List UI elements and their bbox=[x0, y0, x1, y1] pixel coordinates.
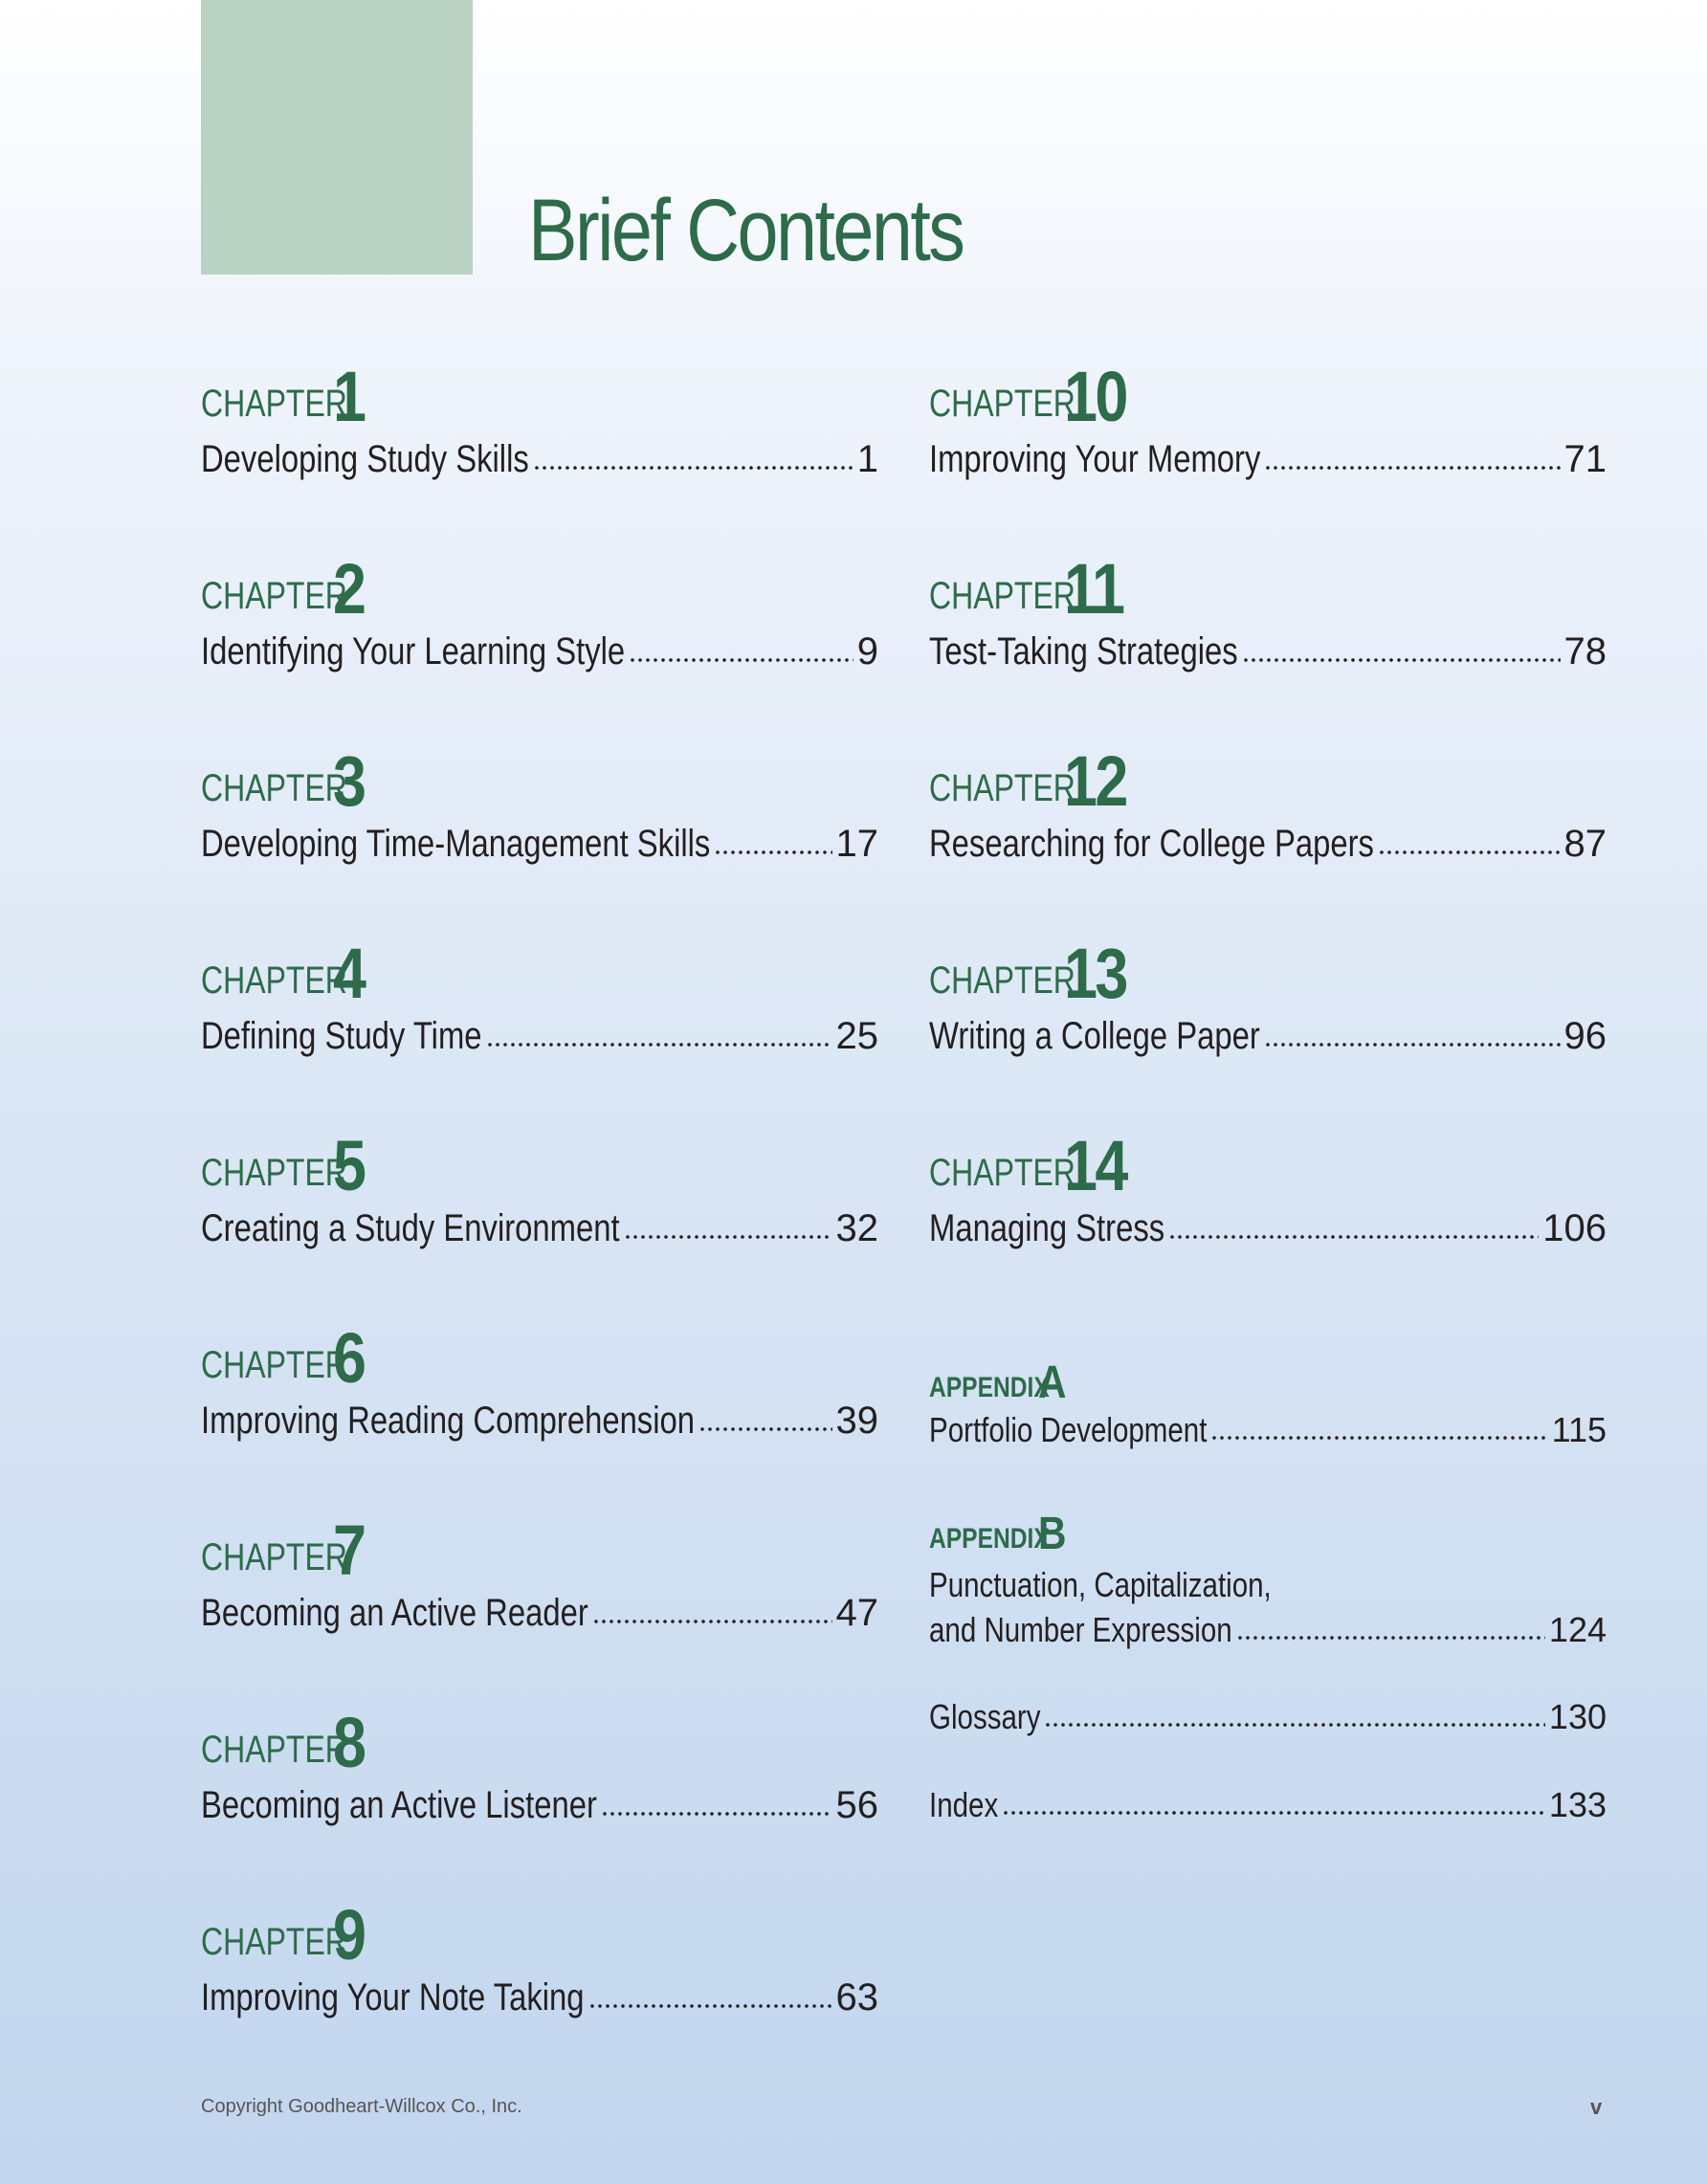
chapter-number: 4 bbox=[333, 934, 365, 1013]
dot-leader bbox=[714, 850, 831, 854]
page-number: 39 bbox=[835, 1400, 878, 1442]
chapter-label: CHAPTER bbox=[929, 767, 1075, 809]
chapter-title: Becoming an Active Reader bbox=[201, 1592, 588, 1634]
chapter-number: 13 bbox=[1064, 934, 1126, 1013]
chapter-title: Identifying Your Learning Style bbox=[201, 630, 626, 673]
chapter-title: Managing Stress bbox=[929, 1207, 1165, 1249]
chapter-label: CHAPTER bbox=[201, 1344, 347, 1386]
chapter-number: 9 bbox=[333, 1895, 365, 1974]
page-number: 32 bbox=[835, 1207, 878, 1249]
page-number: 130 bbox=[1548, 1697, 1607, 1736]
toc-line bbox=[201, 823, 878, 865]
chapter-label: CHAPTER bbox=[201, 960, 347, 1002]
chapter-label: CHAPTER bbox=[201, 575, 347, 617]
dot-leader bbox=[533, 466, 854, 470]
page-number: 78 bbox=[1563, 630, 1607, 673]
chapter-title: Improving Your Memory bbox=[929, 438, 1261, 480]
dot-leader bbox=[1264, 466, 1560, 470]
chapter-title: Test-Taking Strategies bbox=[929, 630, 1238, 673]
chapter-title: Developing Study Skills bbox=[201, 438, 529, 480]
chapter-title: Developing Time-Management Skills bbox=[201, 823, 711, 865]
page-number: 47 bbox=[835, 1592, 878, 1634]
toc-line bbox=[201, 1784, 878, 1826]
page-number: 17 bbox=[835, 823, 878, 865]
toc-line bbox=[929, 1697, 1607, 1737]
page-number: 87 bbox=[1563, 823, 1607, 865]
page-number: 106 bbox=[1542, 1207, 1607, 1249]
dot-leader bbox=[624, 1235, 832, 1239]
appendix-title-line1: Punctuation, Capitalization, bbox=[929, 1565, 1272, 1604]
page-title: Brief Contents bbox=[528, 182, 964, 279]
toc-line bbox=[929, 1207, 1607, 1249]
chapter-title: Writing a College Paper bbox=[929, 1015, 1260, 1057]
decorative-block bbox=[201, 0, 473, 275]
page-number: 124 bbox=[1548, 1610, 1607, 1649]
chapter-title: Creating a Study Environment bbox=[201, 1207, 620, 1249]
dot-leader bbox=[698, 1427, 832, 1431]
toc-line bbox=[929, 1410, 1607, 1450]
page-number: 63 bbox=[835, 1976, 878, 2019]
page-number: 56 bbox=[835, 1784, 878, 1826]
chapter-number: 2 bbox=[333, 549, 365, 629]
chapter-label: CHAPTER bbox=[201, 1536, 347, 1578]
chapter-label: CHAPTER bbox=[201, 383, 347, 425]
dot-leader bbox=[1002, 1811, 1545, 1815]
chapter-number: 14 bbox=[1064, 1126, 1126, 1205]
page-number: 115 bbox=[1551, 1410, 1607, 1449]
toc-line bbox=[201, 1976, 878, 2019]
appendix-letter: A bbox=[1038, 1357, 1067, 1408]
chapter-number: 5 bbox=[333, 1126, 365, 1205]
dot-leader bbox=[486, 1043, 832, 1047]
appendix-label: APPENDIX bbox=[929, 1523, 1050, 1555]
page-number: 1 bbox=[856, 438, 878, 480]
toc-line bbox=[929, 1015, 1607, 1057]
chapter-label: CHAPTER bbox=[929, 575, 1075, 617]
appendix-label: APPENDIX bbox=[929, 1372, 1050, 1403]
chapter-title: Improving Reading Comprehension bbox=[201, 1400, 695, 1442]
dot-leader bbox=[1044, 1723, 1544, 1727]
chapter-number: 3 bbox=[333, 741, 365, 821]
page-number: 96 bbox=[1563, 1015, 1607, 1057]
toc-line bbox=[201, 1400, 878, 1442]
chapter-label: CHAPTER bbox=[201, 1729, 347, 1771]
copyright-notice: Copyright Goodheart-Willcox Co., Inc. bbox=[201, 2096, 522, 2117]
page-number: 133 bbox=[1548, 1785, 1607, 1824]
chapter-label: CHAPTER bbox=[201, 767, 347, 809]
page-number: 9 bbox=[856, 630, 878, 673]
dot-leader bbox=[601, 1812, 832, 1816]
chapter-title: Defining Study Time bbox=[201, 1015, 482, 1057]
chapter-number: 8 bbox=[333, 1703, 365, 1782]
toc-line bbox=[201, 1592, 878, 1634]
page-number: 71 bbox=[1563, 438, 1607, 480]
chapter-number: 1 bbox=[333, 357, 365, 436]
dot-leader bbox=[1378, 850, 1561, 854]
toc-line bbox=[929, 1610, 1607, 1650]
toc-line bbox=[201, 630, 878, 673]
chapter-label: CHAPTER bbox=[929, 1152, 1075, 1194]
dot-leader bbox=[592, 1620, 832, 1623]
dot-leader bbox=[629, 658, 854, 662]
chapter-title: Improving Your Note Taking bbox=[201, 1976, 585, 2019]
toc-line bbox=[929, 1785, 1607, 1825]
index-title: Index bbox=[929, 1785, 999, 1824]
dot-leader bbox=[1242, 658, 1561, 662]
dot-leader bbox=[1236, 1636, 1545, 1640]
chapter-label: CHAPTER bbox=[201, 1921, 347, 1963]
toc-line bbox=[201, 1207, 878, 1249]
toc-line bbox=[201, 438, 878, 480]
chapter-title: Becoming an Active Listener bbox=[201, 1784, 597, 1826]
toc-line bbox=[929, 630, 1607, 673]
dot-leader bbox=[588, 2004, 832, 2008]
appendix-title: and Number Expression bbox=[929, 1610, 1232, 1649]
chapter-number: 7 bbox=[333, 1511, 365, 1590]
dot-leader bbox=[1168, 1235, 1539, 1239]
toc-line bbox=[929, 823, 1607, 865]
page-folio: v bbox=[1590, 2095, 1603, 2119]
appendix-title: Portfolio Development bbox=[929, 1410, 1208, 1449]
page-number: 25 bbox=[835, 1015, 878, 1057]
chapter-label: CHAPTER bbox=[201, 1152, 347, 1194]
chapter-title: Researching for College Papers bbox=[929, 823, 1374, 865]
chapter-number: 6 bbox=[333, 1318, 365, 1398]
dot-leader bbox=[1210, 1436, 1547, 1440]
appendix-letter: B bbox=[1038, 1509, 1067, 1559]
chapter-label: CHAPTER bbox=[929, 960, 1075, 1002]
toc-line bbox=[929, 438, 1607, 480]
chapter-number: 12 bbox=[1064, 741, 1126, 821]
toc-line bbox=[201, 1015, 878, 1057]
dot-leader bbox=[1264, 1043, 1561, 1047]
chapter-label: CHAPTER bbox=[929, 383, 1075, 425]
chapter-number: 10 bbox=[1064, 357, 1126, 436]
glossary-title: Glossary bbox=[929, 1697, 1041, 1736]
chapter-number: 11 bbox=[1064, 549, 1123, 629]
